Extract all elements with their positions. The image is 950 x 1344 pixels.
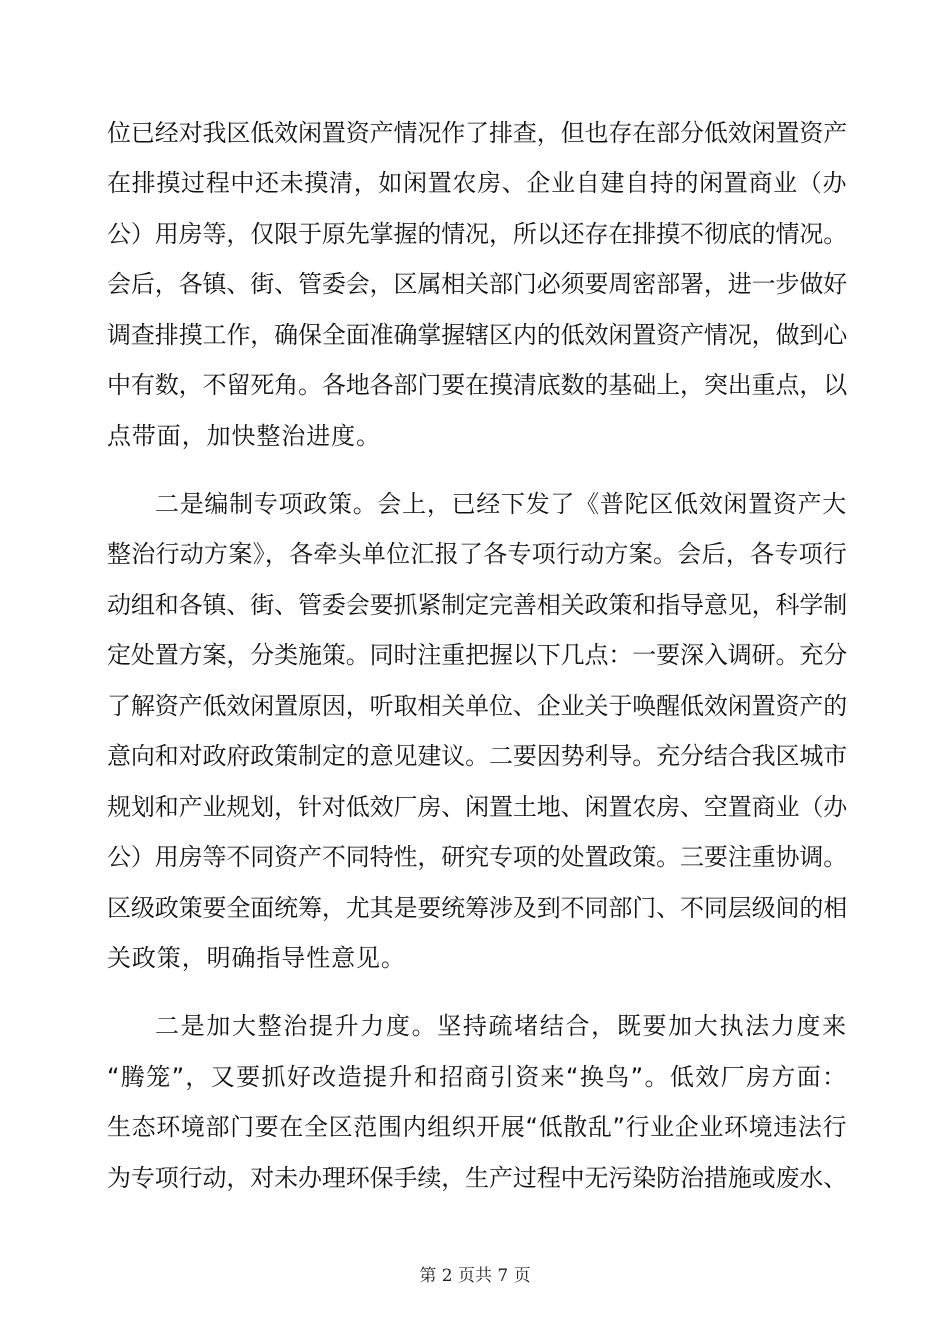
text-line: 二是加大整治提升力度。坚持疏堵结合，既要加大执法力度来 — [155, 1012, 847, 1040]
text-line: 规划和产业规划，针对低效厂房、闲置土地、闲置农房、空置商业（办 — [107, 793, 847, 821]
text-line: 点带面，加快整治进度。 — [107, 422, 381, 450]
text-line: 生态环境部门要在全区范围内组织开展“低散乱”行业企业环境违法行 — [107, 1113, 847, 1141]
text-line: 区级政策要全面统筹，尤其是要统筹涉及到不同部门、不同层级间的相 — [107, 894, 847, 922]
text-line: 公）用房等，仅限于原先掌握的情况，所以还存在排摸不彻底的情况。 — [107, 220, 847, 248]
text-line: 整治行动方案》，各牵头单位汇报了各专项行动方案。会后，各专项行 — [107, 540, 847, 568]
text-line: 为专项行动，对未办理环保手续，生产过程中无污染防治措施或废水、 — [107, 1164, 847, 1192]
text-line: 会后，各镇、街、管委会，区属相关部门必须要周密部署，进一步做好 — [107, 270, 847, 298]
text-line: 定处置方案，分类施策。同时注重把握以下几点：一要深入调研。充分 — [107, 641, 847, 669]
page-footer: 第 2 页共 7 页 — [419, 1266, 531, 1286]
text-line: “腾笼”，又要抓好改造提升和招商引资来“换鸟”。低效厂房方面： — [107, 1063, 847, 1091]
text-line: 公）用房等不同资产不同特性，研究专项的处置政策。三要注重协调。 — [107, 843, 847, 871]
text-line: 调查排摸工作，确保全面准确掌握辖区内的低效闲置资产情况，做到心 — [107, 321, 847, 349]
text-line: 关政策，明确指导性意见。 — [107, 944, 406, 972]
text-line: 在排摸过程中还未摸清，如闲置农房、企业自建自持的闲置商业（办 — [107, 169, 847, 197]
text-line: 中有数，不留死角。各地各部门要在摸清底数的基础上，突出重点，以 — [107, 371, 847, 399]
text-line: 位已经对我区低效闲置资产情况作了排查，但也存在部分低效闲置资产 — [107, 119, 847, 147]
text-line: 动组和各镇、街、管委会要抓紧制定完善相关政策和指导意见，科学制 — [107, 591, 847, 619]
text-line: 了解资产低效闲置原因，听取相关单位、企业关于唤醒低效闲置资产的 — [107, 692, 847, 720]
text-line: 二是编制专项政策。会上，已经下发了《普陀区低效闲置资产大 — [155, 490, 847, 518]
text-line: 意向和对政府政策制定的意见建议。二要因势利导。充分结合我区城市 — [107, 742, 847, 770]
